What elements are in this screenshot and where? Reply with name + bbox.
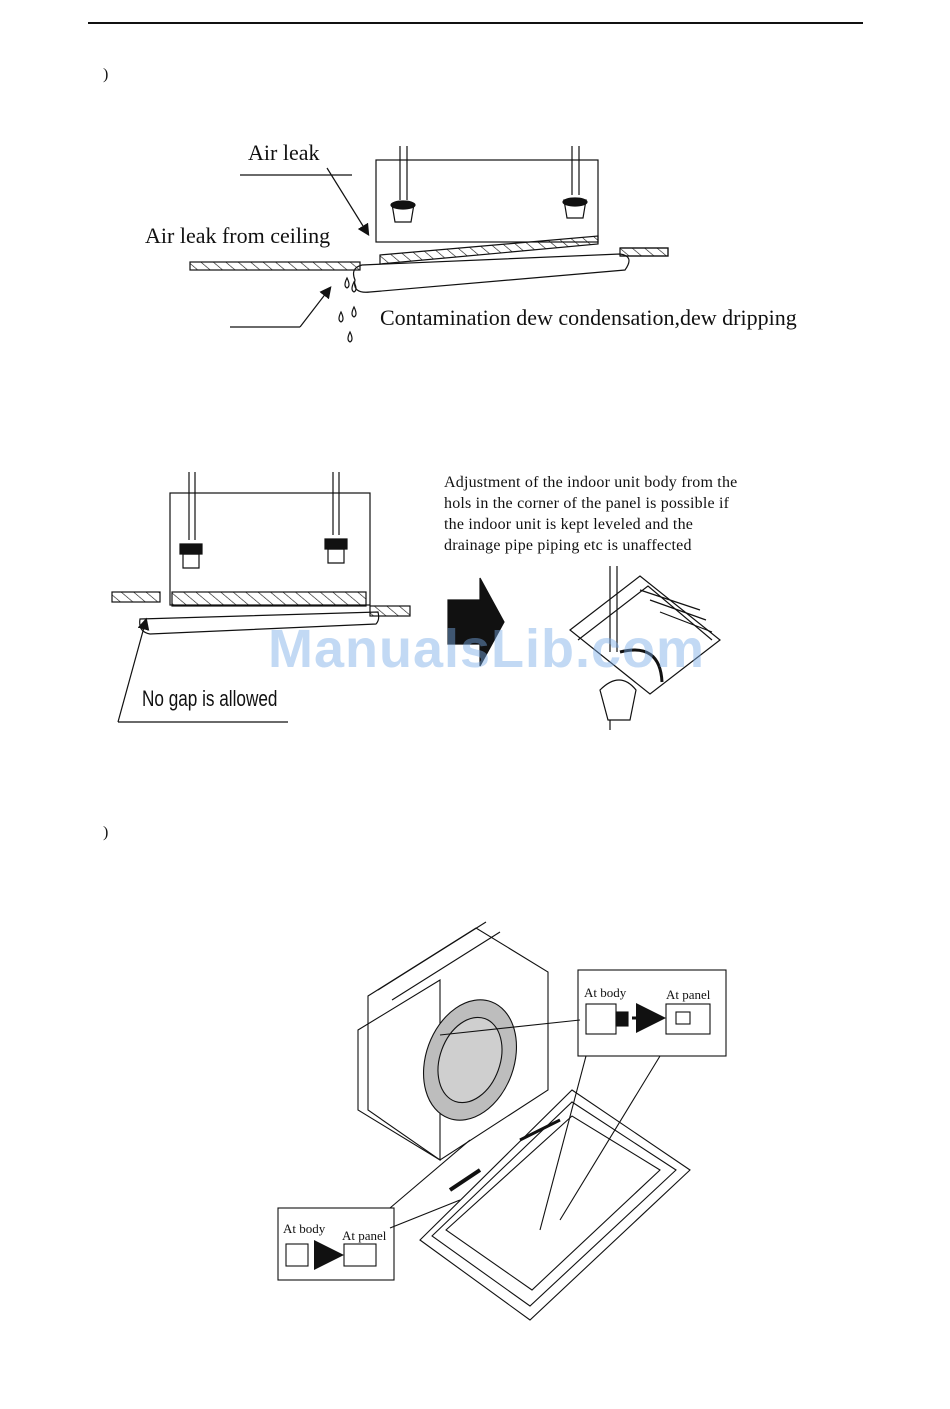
hand-icon [600,680,636,720]
label-contamination: Contamination dew condensation,dew dripping [380,305,797,330]
section-marker-1: ) [103,66,109,83]
figure-connectors [278,922,726,1320]
note-line: hols in the corner of the panel is possible if [444,495,730,512]
label-bottom-at-panel: At panel [342,1228,387,1243]
label-air-leak-from-ceiling: Air leak from ceiling [145,223,331,248]
label-top-at-panel: At panel [666,987,711,1002]
label-top-at-body: At body [584,985,627,1000]
watermark: ManualsLib.com [268,619,706,679]
label-air-leak: Air leak [248,140,320,165]
section-marker-2: ) [103,824,109,841]
adjustment-note [444,472,737,556]
note-line: the indoor unit is kept leveled and the [444,516,694,533]
label-bottom-at-body: At body [283,1221,326,1236]
note-line: drainage pipe piping etc is unaffected [444,537,692,554]
label-no-gap: No gap is allowed [142,686,278,711]
note-line: Adjustment of the indoor unit body from the [444,474,738,491]
